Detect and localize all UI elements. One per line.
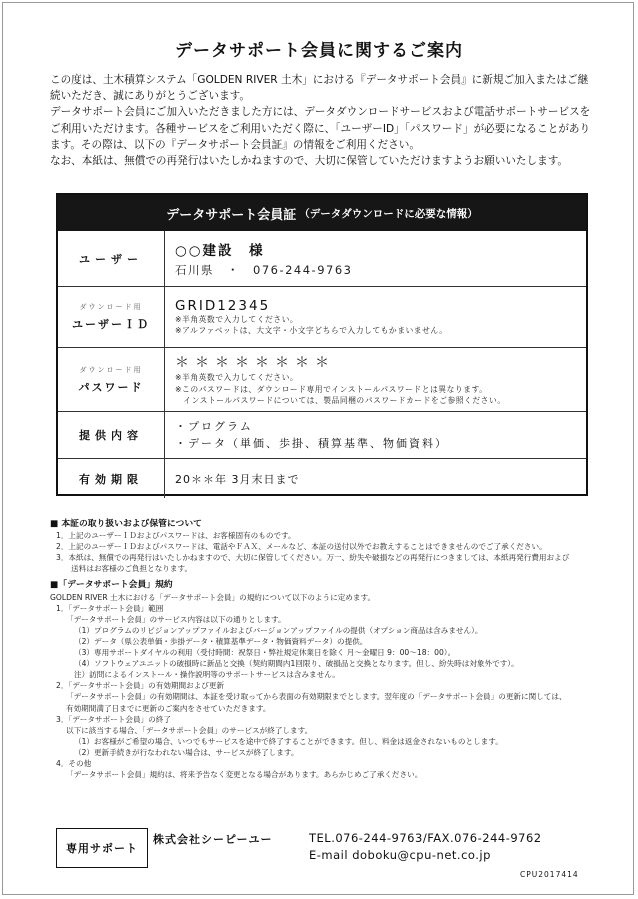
provided-label-text: 提供内容 [79,429,143,442]
intro-paragraph: なお、本紙は、無償での再発行はいたしかねますので、大切に保管していただけますようお願いいたします。 [50,155,569,168]
userid-row [58,287,586,348]
handling-item: 1．上記のユーザーＩＤおよびパスワードは、お客様固有のものです。 [56,531,296,541]
rules-section-title: 2．「データサポート会員」の有効期間および更新 [56,681,225,691]
validity-value [165,459,586,498]
user-row [58,231,586,287]
rules-line: 「データサポート会員」規約は、将来予告なく変更となる場合があります。あらかじめご了承ください。 [66,770,423,780]
page-title: データサポート会員に関するご案内 [175,41,463,61]
rules-section-title: 4．その他 [56,758,92,768]
password-label [58,348,165,411]
userid-code: GRID12345 [175,297,271,314]
phone-fax: TEL.076-244-9763/FAX.076-244-9762 [309,831,542,845]
user-address: 石川県 ・ 076-244-9763 [175,263,353,277]
user-value [165,231,586,286]
provided-label [58,412,165,458]
validity-label [58,459,165,498]
support-label: 専用サポート [66,842,138,855]
handling-item: 3．本紙は、無償での再発行はいたしかねますので、大切に保管してください。万一、紛失や破損などの再発行につきましては、本紙再発行費用および [56,553,570,563]
handling-item: 2．上記のユーザーＩＤおよびパスワードは、電話やＦＡＸ、メールなど、本証の送付以外でお教えすることはできませんのでご了承ください。 [56,542,547,552]
intro-paragraph: この度は、土木積算システム「GOLDEN RIVER 土木」における『データサポート会員』に新規ご加入またはご継続いただき、誠にありがとうございます。 [50,74,589,103]
company-name: 株式会社シーピーユー [153,833,273,846]
rules-item: （1）お客様がご希望の場合、いつでもサービスを途中で終了することができます。但し、料金は返金されないものとします。 [74,736,503,746]
intro-paragraph: データサポート会員にご加入いただきました方には、データダウンロードサービスおよび電話サポートサービスをご利用いただけます。各種サービスをご利用いただく際に、「ユーザーID」「パスワード」が必要になることがあります。その際は、以下の『データサポート会員証』の情報をご利用ください。 [50,106,591,151]
handling-heading: ■ 本証の取り扱いおよび保管について [50,519,202,529]
provided-value [165,412,586,458]
userid-label-text: ユーザーＩＤ [72,318,150,331]
password-label-small: ダウンロード用 [79,365,143,374]
member-card-header [58,195,586,231]
rules-section-title: 1．「データサポート会員」範囲 [56,603,164,613]
rules-line: 「データサポート会員」のサービス内容は以下の通りとします。 [66,614,286,624]
rules-item: （2）更新手続きが行なわれない場合は、サービスが終了します。 [74,747,299,757]
validity-label-text: 有効期限 [79,472,143,486]
rules-intro: GOLDEN RIVER 土木における「データサポート会員」の規約について以下のように定めます。 [50,592,376,602]
terms-section [50,519,598,780]
rules-item: （1）プログラムのリビジョンアップファイルおよびバージョンアップファイルの提供（オプション商品は含みません）。 [74,625,483,635]
rules-note: 注）訪問によるインストール・操作説明等のサポートサービスは含みません。 [74,670,340,680]
rules-line: 「データサポート会員」の有効期間は、本証を受け取ってから表面の有効期限までとします。翌年度の「データサポート会員」の更新に関しては、 [66,692,567,702]
password-label-text: パスワード [78,380,144,394]
email-address: E-mail doboku@cpu-net.co.jp [309,848,491,862]
userid-note: ※アルファベットは、大文字・小文字どちらで入力してもかまいません。 [175,326,448,335]
password-masked: ＊＊＊＊＊＊＊＊ [175,355,335,372]
provided-item: ・プログラム [175,420,253,433]
support-box [56,828,148,868]
handling-item: 送料はお客様のご負担となります。 [56,564,193,574]
validity-date: 20＊＊年 3月末日まで [175,472,300,486]
user-label [58,231,165,286]
card-subtitle: （データダウンロードに必要な情報） [299,207,478,220]
rules-item: （4）ソフトウェアユニットの破損時に新品と交換（契約期間内1回限り、破損品と交換となります。但し、紛失時は対象外です）。 [74,659,519,669]
rules-item: （3）専用サポートダイヤルの利用（受付時間：祝祭日・弊社規定休業日を除く 月～金曜日 9：00～18：00）。 [74,648,456,658]
rules-line: 以下に該当する場合、「データサポート会員」のサービスが終了します。 [66,725,313,735]
user-label-text: ユーザー [79,252,143,266]
user-name: ○○建設 様 [175,243,265,259]
provided-item: ・データ（単価、歩掛、積算基準、物価資料） [175,437,448,450]
password-note: インストールパスワードについては、製品同梱のパスワードカードをご参照ください。 [175,396,506,406]
userid-label-small: ダウンロード用 [79,303,143,311]
provided-row [58,412,586,459]
member-card [56,193,588,496]
document-id: CPU2017414 [520,870,579,879]
intro-text [50,72,598,169]
rules-heading: ■「データサポート会員」規約 [50,580,173,591]
password-note: ※半角英数で入力してください。 [175,373,299,383]
validity-row [58,459,586,498]
userid-value [165,287,586,347]
card-title: データサポート会員証 [166,207,297,223]
password-row [58,348,586,412]
password-value [165,348,586,411]
rules-section-title: 3．「データサポート会員」の終了 [56,714,171,724]
password-note: ※このパスワードは、ダウンロード専用でインストールパスワードとは異なります。 [175,384,488,394]
rules-item: （2）データ（県公表単価・歩掛データ・積算基準データ・物価資料データ）の提供。 [74,636,368,646]
userid-label [58,287,165,347]
userid-note: ※半角英数で入力してください。 [175,314,299,324]
rules-line: 有効期間満了日までに更新のご案内をさせていただきます。 [66,703,271,713]
